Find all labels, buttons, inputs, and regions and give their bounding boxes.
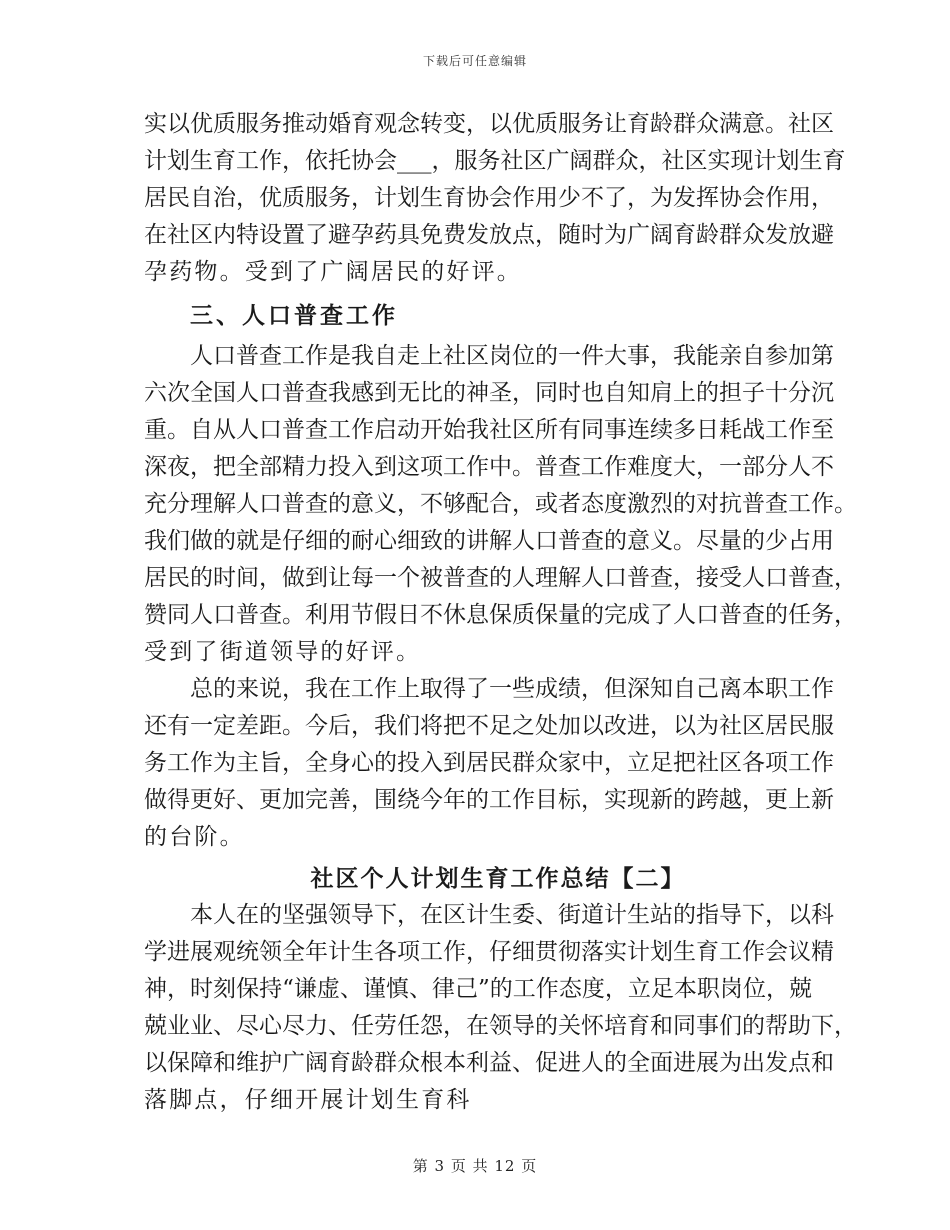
paragraph-line: 我们做的就是仔细的耐心细致的讲解人口普查的意义。尽量的少占用 xyxy=(144,528,834,554)
paragraph-line: 做得更好、更加完善，围绕今年的工作目标，实现新的跨越，更上新 xyxy=(144,787,834,813)
paragraph-line: 务工作为主旨，全身心的投入到居民群众家中，立足把社区各项工作 xyxy=(144,750,834,776)
paragraph-line: 充分理解人口普查的意义，不够配合，或者态度激烈的对抗普查工作。 xyxy=(144,491,857,517)
paragraph-line: 六次全国人口普查我感到无比的神圣，同时也自知肩上的担子十分沉 xyxy=(144,380,834,406)
paragraph-line: 学进展观统领全年计生各项工作，仔细贯彻落实计划生育工作会议精 xyxy=(144,939,834,965)
paragraph-line: 居民的时间，做到让每一个被普查的人理解人口普查，接受人口普查， xyxy=(144,565,857,591)
paragraph-line: 神，时刻保持“谦虚、谨慎、律己”的工作态度，立足本职岗位，兢 xyxy=(144,976,812,1002)
paragraph-line: 居民自治，优质服务，计划生育协会作用少不了，为发挥协会作用， xyxy=(144,185,834,211)
paragraph-line: 深夜，把全部精力投入到这项工作中。普查工作难度大，一部分人不 xyxy=(144,454,834,480)
paragraph-line: 受到了街道领导的好评。 xyxy=(144,639,422,665)
paragraph-line: 重。自从人口普查工作启动开始我社区所有同事连续多日耗战工作至 xyxy=(144,417,834,443)
paragraph-line: 实以优质服务推动婚育观念转变，以优质服务让育龄群众满意。社区 xyxy=(144,111,834,137)
paragraph-line: 在社区内特设置了避孕药具免费发放点，随时为广阔育龄群众发放避 xyxy=(144,222,834,248)
paragraph-line: 总的来说，我在工作上取得了一些成绩，但深知自己离本职工作 xyxy=(190,676,834,702)
paragraph-line: 落脚点，仔细开展计划生育科 xyxy=(144,1087,472,1113)
paragraph-line: 兢业业、尽心尽力、任劳任怨，在领导的关怀培育和同事们的帮助下， xyxy=(144,1013,857,1039)
paragraph-line: 计划生育工作，依托协会___，服务社区广阔群众，社区实现计划生育 xyxy=(144,148,846,174)
paragraph-line: 人口普查工作是我自走上社区岗位的一件大事，我能亲自参加第 xyxy=(190,343,834,369)
section-heading: 三、人口普查工作 xyxy=(190,302,398,329)
paragraph-line: 的台阶。 xyxy=(144,824,245,850)
paragraph-line: 以保障和维护广阔育龄群众根本利益、促进人的全面进展为出发点和 xyxy=(144,1050,834,1076)
page-number: 第 3 页 共 12 页 xyxy=(412,1157,538,1175)
paragraph-line: 赞同人口普查。利用节假日不休息保质保量的完成了人口普查的任务， xyxy=(144,602,857,628)
paragraph-line: 本人在的坚强领导下，在区计生委、街道计生站的指导下，以科 xyxy=(190,902,834,928)
header-note: 下载后可任意编辑 xyxy=(422,54,527,68)
document-body xyxy=(144,106,857,1119)
paragraph-line: 还有一定差距。今后，我们将把不足之处加以改进，以为社区居民服 xyxy=(144,713,834,739)
paragraph-line: 孕药物。受到了广阔居民的好评。 xyxy=(144,259,522,285)
section-title: 社区个人计划生育工作总结【二】 xyxy=(310,865,686,892)
